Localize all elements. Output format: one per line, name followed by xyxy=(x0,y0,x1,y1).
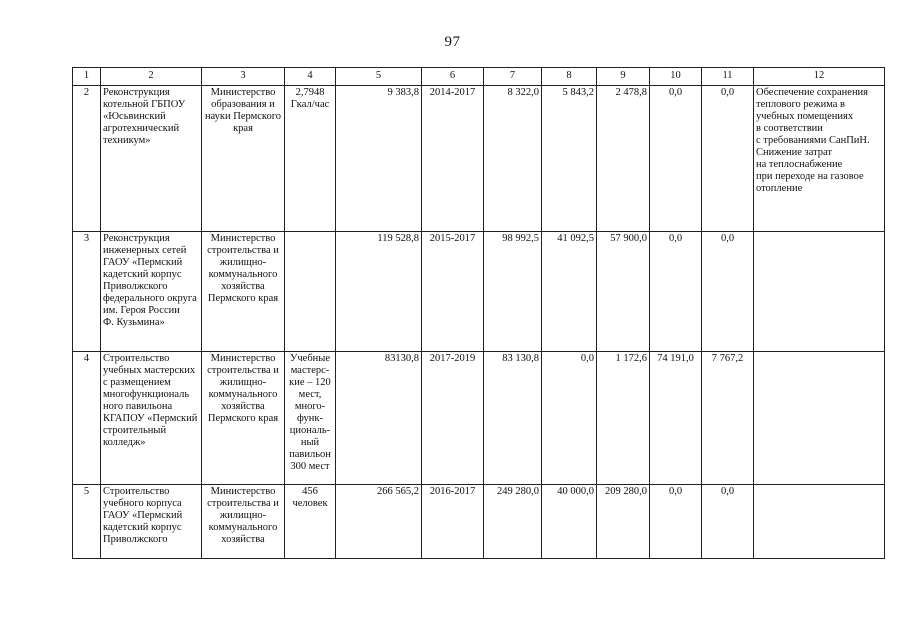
table-row xyxy=(73,232,885,352)
column-header: 1 xyxy=(73,68,101,86)
page-number: 97 xyxy=(444,34,461,50)
column-header: 3 xyxy=(202,68,285,86)
column-header: 10 xyxy=(650,68,702,86)
column-header: 9 xyxy=(597,68,650,86)
result-description xyxy=(754,232,885,352)
table-row xyxy=(73,86,885,232)
amount: 249 280,0 xyxy=(484,485,542,559)
column-header: 6 xyxy=(422,68,484,86)
column-header: 8 xyxy=(542,68,597,86)
object-name: Реконструкция котельной ГБПОУ «Юсьвинский агротехнический техникум» xyxy=(101,86,202,232)
ministry: Министерство образования и науки Пермского края xyxy=(202,86,285,232)
total-cost: 266 565,2 xyxy=(336,485,422,559)
total-cost: 119 528,8 xyxy=(336,232,422,352)
amount: 209 280,0 xyxy=(597,485,650,559)
amount: 0,0 xyxy=(702,86,754,232)
period: 2017-2019 xyxy=(422,352,484,485)
amount: 2 478,8 xyxy=(597,86,650,232)
ministry: Министерство строительства и жилищно-коммунального хозяйства Пермского края xyxy=(202,352,285,485)
row-number: 2 xyxy=(73,86,101,232)
column-header: 4 xyxy=(285,68,336,86)
column-header: 11 xyxy=(702,68,754,86)
column-header: 7 xyxy=(484,68,542,86)
amount: 5 843,2 xyxy=(542,86,597,232)
row-number: 4 xyxy=(73,352,101,485)
capacity xyxy=(285,232,336,352)
table-row xyxy=(73,352,885,485)
amount: 0,0 xyxy=(702,232,754,352)
amount: 0,0 xyxy=(650,232,702,352)
amount: 74 191,0 xyxy=(650,352,702,485)
capacity: 2,7948 Гкал/час xyxy=(285,86,336,232)
result-description: Обеспечение сохранения теплового режима в учебных помещениях в соответствии с требованиями СанПиН. Снижение затрат на теплоснабжение при переходе на газовое отопление xyxy=(754,86,885,232)
period: 2015-2017 xyxy=(422,232,484,352)
amount: 57 900,0 xyxy=(597,232,650,352)
amount: 0,0 xyxy=(702,485,754,559)
result-description xyxy=(754,485,885,559)
amount: 0,0 xyxy=(542,352,597,485)
table-row xyxy=(73,485,885,559)
total-cost: 9 383,8 xyxy=(336,86,422,232)
amount: 0,0 xyxy=(650,485,702,559)
data-table xyxy=(72,67,885,559)
ministry: Министерство строительства и жилищно-коммунального хозяйства xyxy=(202,485,285,559)
object-name: Строительство учебных мастерских с размещением многофункциональ ного павильона КГАПОУ «Пермский строительный колледж» xyxy=(101,352,202,485)
period: 2016-2017 xyxy=(422,485,484,559)
column-header: 5 xyxy=(336,68,422,86)
amount: 98 992,5 xyxy=(484,232,542,352)
ministry: Министерство строительства и жилищно-коммунального хозяйства Пермского края xyxy=(202,232,285,352)
row-number: 5 xyxy=(73,485,101,559)
column-header: 12 xyxy=(754,68,885,86)
amount: 7 767,2 xyxy=(702,352,754,485)
amount: 40 000,0 xyxy=(542,485,597,559)
amount: 8 322,0 xyxy=(484,86,542,232)
capacity: 456 человек xyxy=(285,485,336,559)
table-header-row xyxy=(73,68,885,86)
amount: 83 130,8 xyxy=(484,352,542,485)
period: 2014-2017 xyxy=(422,86,484,232)
total-cost: 83130,8 xyxy=(336,352,422,485)
capacity: Учебные мастерс-кие – 120 мест, много-функ-циональ-ный павильон 300 мест xyxy=(285,352,336,485)
result-description xyxy=(754,352,885,485)
object-name: Строительство учебного корпуса ГАОУ «Пермский кадетский корпус Приволжского xyxy=(101,485,202,559)
object-name: Реконструкция инженерных сетей ГАОУ «Пермский кадетский корпус Приволжского федерального округа им. Героя России Ф. Кузьмина» xyxy=(101,232,202,352)
column-header: 2 xyxy=(101,68,202,86)
amount: 1 172,6 xyxy=(597,352,650,485)
amount: 0,0 xyxy=(650,86,702,232)
row-number: 3 xyxy=(73,232,101,352)
amount: 41 092,5 xyxy=(542,232,597,352)
